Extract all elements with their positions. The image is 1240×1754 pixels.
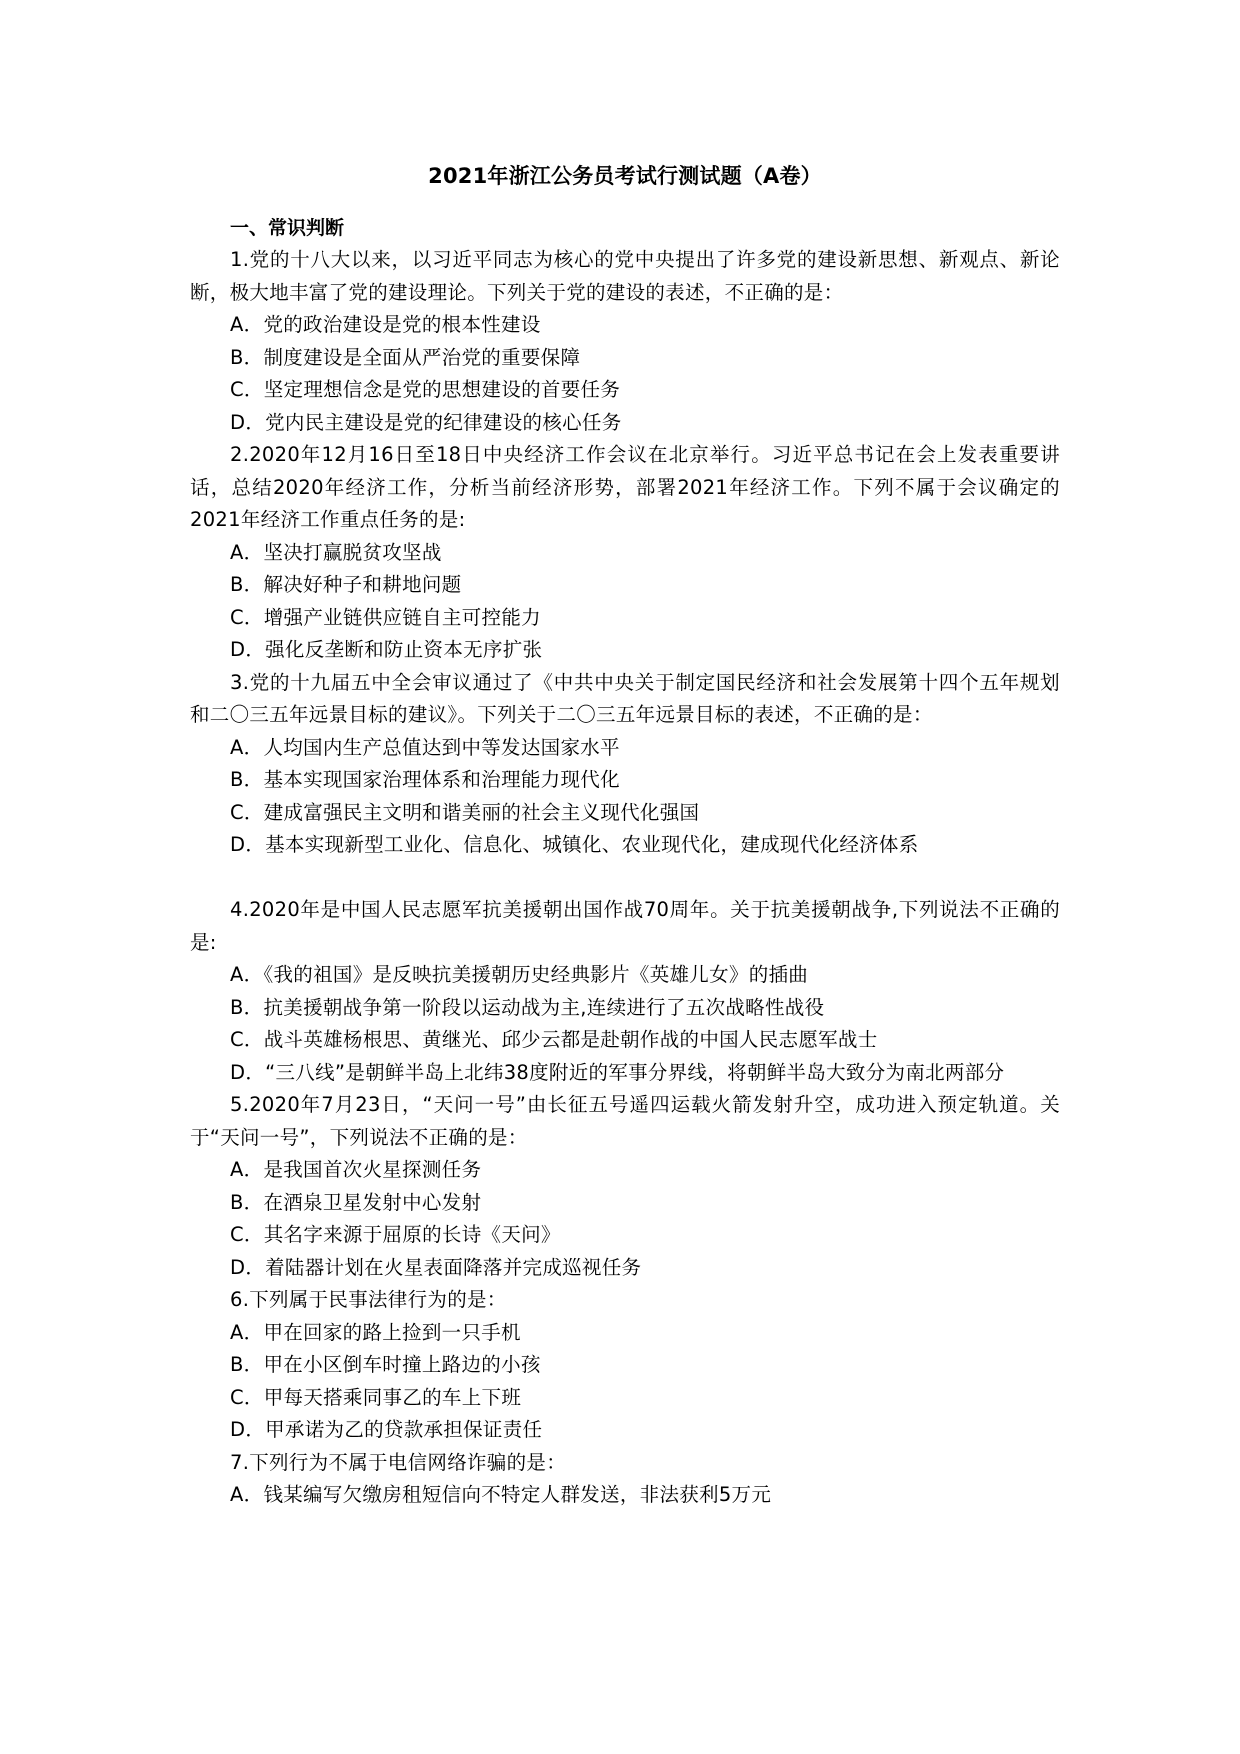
- question-stem: 7.下列行为不属于电信网络诈骗的是：: [230, 1450, 567, 1474]
- question-stem: 3.党的十九届五中全会审议通过了《中共中央关于制定国民经济和社会发展第十四个五年规划和二〇三五年远景目标的建议》。下列关于二〇三五年远景目标的表述，不正确的是：: [190, 670, 1060, 726]
- option-d: D．强化反垄断和防止资本无序扩张: [230, 638, 543, 661]
- option-a: A．坚决打赢脱贫攻坚战: [230, 540, 442, 564]
- question-4: [190, 894, 1060, 1089]
- option-c: C．建成富强民主文明和谐美丽的社会主义现代化强国: [230, 800, 700, 824]
- option-c: C．甲每天搭乘同事乙的车上下班: [230, 1385, 522, 1409]
- option-b: B．抗美援朝战争第一阶段以运动战为主,连续进行了五次战略性战役: [230, 995, 825, 1019]
- question-7: [190, 1447, 1060, 1512]
- option-a: A．《我的祖国》是反映抗美援朝历史经典影片《英雄儿女》的插曲: [230, 963, 809, 986]
- question-5: [190, 1089, 1060, 1284]
- option-b: B．甲在小区倒车时撞上路边的小孩: [230, 1353, 541, 1376]
- question-stem: 2.2020年12月16日至18日中央经济工作会议在北京举行。习近平总书记在会上发表重要讲话，总结2020年经济工作，分析当前经济形势，部署2021年经济工作。下列不属于会议确定的2021年经济工作重点任务的是:: [190, 443, 1060, 531]
- option-d: D．基本实现新型工业化、信息化、城镇化、农业现代化，建成现代化经济体系: [230, 833, 919, 856]
- question-stem: 5.2020年7月23日，“天问一号”由长征五号遥四运载火箭发射升空，成功进入预定轨道。关于“天问一号”，下列说法不正确的是：: [190, 1093, 1060, 1149]
- option-c: C．坚定理想信念是党的思想建设的首要任务: [230, 378, 621, 401]
- document-page: [190, 160, 1060, 1512]
- option-a: A．人均国内生产总值达到中等发达国家水平: [230, 735, 620, 759]
- option-c: C．增强产业链供应链自主可控能力: [230, 605, 541, 629]
- section-heading: 一、常识判断: [230, 217, 345, 239]
- blank-line: [190, 862, 1060, 895]
- question-stem: 1.党的十八大以来，以习近平同志为核心的党中央提出了许多党的建设新思想、新观点、新论断，极大地丰富了党的建设理论。下列关于党的建设的表述，不正确的是：: [190, 248, 1060, 304]
- option-d: D．着陆器计划在火星表面降落并完成巡视任务: [230, 1255, 642, 1279]
- option-d: D．党内民主建设是党的纪律建设的核心任务: [230, 410, 622, 434]
- question-2: [190, 439, 1060, 667]
- option-a: A．甲在回家的路上捡到一只手机: [230, 1320, 521, 1344]
- option-b: B．解决好种子和耕地问题: [230, 573, 462, 596]
- question-6: [190, 1284, 1060, 1447]
- question-1: [190, 244, 1060, 439]
- option-b: B．基本实现国家治理体系和治理能力现代化: [230, 768, 620, 791]
- question-stem: 4.2020年是中国人民志愿军抗美援朝出国作战70周年。关于抗美援朝战争,下列说法不正确的是:: [190, 898, 1060, 954]
- option-b: B．制度建设是全面从严治党的重要保障: [230, 345, 581, 369]
- option-d: D．“三八线”是朝鲜半岛上北纬38度附近的军事分界线，将朝鲜半岛大致分为南北两部分: [230, 1060, 1005, 1084]
- document-title: 2021年浙江公务员考试行测试题（A卷）: [428, 164, 822, 188]
- question-stem: 6.下列属于民事法律行为的是：: [230, 1288, 507, 1311]
- question-3: [190, 667, 1060, 862]
- option-b: B．在酒泉卫星发射中心发射: [230, 1190, 482, 1214]
- option-a: A．是我国首次火星探测任务: [230, 1158, 482, 1181]
- option-c: C．其名字来源于屈原的长诗《天问》: [230, 1223, 561, 1246]
- option-a: A．党的政治建设是党的根本性建设: [230, 313, 541, 336]
- option-d: D．甲承诺为乙的贷款承担保证责任: [230, 1418, 543, 1441]
- option-a: A．钱某编写欠缴房租短信向不特定人群发送，非法获利5万元: [230, 1483, 772, 1506]
- option-c: C．战斗英雄杨根思、黄继光、邱少云都是赴朝作战的中国人民志愿军战士: [230, 1028, 878, 1051]
